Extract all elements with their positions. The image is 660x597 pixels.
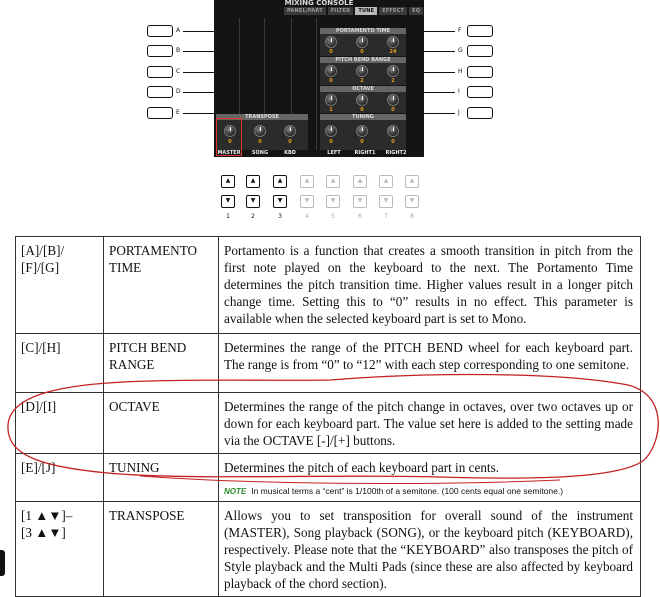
up-button-7[interactable]: ▲	[379, 175, 393, 188]
cell-text: TUNING	[109, 460, 160, 475]
tuning-panel	[320, 114, 406, 150]
parameter-cell	[104, 454, 219, 502]
portamento-panel	[320, 28, 406, 56]
value: 1	[329, 107, 333, 113]
knob-icon[interactable]	[254, 125, 266, 137]
button-d[interactable]	[147, 86, 173, 98]
value: 0	[329, 139, 333, 145]
value: 2	[360, 78, 364, 84]
leader-line	[183, 92, 214, 93]
value: 2	[391, 78, 395, 84]
down-button-7[interactable]: ▼	[379, 195, 393, 208]
pitch-bend-panel	[320, 57, 406, 85]
button-letter: G	[458, 47, 463, 54]
cell-text: Allows you to set transposition for overall sound of the instrument (MASTER), Song playback (SONG), or the keyboard pitch (KEYBOARD), respectively. Please note that the “KEYBOARD” also transposes the pitch of Style playback and the Multi Pads (since these are also affected by keyboard playback of the chord section).	[224, 508, 633, 591]
description-cell	[219, 393, 641, 454]
buttons-cell	[16, 237, 104, 334]
knob-icon[interactable]	[387, 65, 399, 77]
panel-title: PORTAMENTO TIME	[320, 28, 406, 34]
label-kbd: KBD	[284, 150, 296, 156]
button-letter: J	[458, 109, 460, 116]
button-letter: I	[458, 88, 460, 95]
button-b[interactable]	[147, 45, 173, 57]
button-h[interactable]	[467, 66, 493, 78]
label-song: SONG	[251, 150, 269, 156]
knob-icon[interactable]	[356, 36, 368, 48]
button-letter: A	[176, 27, 181, 34]
cell-text: Determines the pitch of each keyboard part in cents.	[224, 460, 499, 475]
buttons-cell	[16, 334, 104, 393]
button-e[interactable]	[147, 107, 173, 119]
button-a[interactable]	[147, 25, 173, 37]
tab-panel-part[interactable]: PANEL/PART	[284, 7, 326, 15]
label-right1: RIGHT1	[354, 150, 376, 156]
cell-text: OCTAVE	[109, 399, 160, 414]
button-number: 6	[358, 213, 362, 220]
down-button-3[interactable]: ▼	[273, 195, 287, 208]
up-button-2[interactable]: ▲	[246, 175, 260, 188]
down-button-2[interactable]: ▼	[246, 195, 260, 208]
cell-text: [E]/[J]	[21, 460, 56, 475]
down-button-1[interactable]: ▼	[221, 195, 235, 208]
page-edge-marker	[0, 550, 5, 576]
leader-line	[183, 72, 214, 73]
up-button-5[interactable]: ▲	[326, 175, 340, 188]
cell-text: Portamento is a function that creates a smooth transition in pitch from the first note played on the keyboard to the next. The Portamento Time determines the pitch transition time. Higher values result in a longer pitch change time. Setting this to “0” results in no effect. This parameter is available when the selected keyboard part is set to Mono.	[224, 243, 633, 326]
up-button-8[interactable]: ▲	[405, 175, 419, 188]
up-button-1[interactable]: ▲	[221, 175, 235, 188]
down-button-6[interactable]: ▼	[353, 195, 367, 208]
parameter-table	[15, 236, 641, 597]
display-title: MIXING CONSOLE	[284, 0, 354, 7]
table-row	[16, 454, 641, 502]
value: 0	[288, 139, 292, 145]
button-c[interactable]	[147, 66, 173, 78]
display-tabs	[284, 7, 423, 15]
tab-eq[interactable]: EQ	[409, 7, 423, 15]
table-row	[16, 393, 641, 454]
button-number: 4	[305, 213, 309, 220]
button-letter: H	[458, 68, 463, 75]
up-button-6[interactable]: ▲	[353, 175, 367, 188]
note	[224, 486, 633, 497]
cell-text: PITCH BEND RANGE	[109, 340, 187, 372]
leader-line	[424, 51, 455, 52]
label-left: LEFT	[327, 150, 341, 156]
button-letter: C	[176, 68, 181, 75]
table-row	[16, 502, 641, 597]
label-right2: RIGHT2	[385, 150, 407, 156]
button-number: 7	[384, 213, 388, 220]
mixing-console-display	[214, 0, 424, 157]
knob-icon[interactable]	[325, 65, 337, 77]
cell-text: [C]/[H]	[21, 340, 61, 355]
cell-text: [A]/[B]/ [F]/[G]	[21, 243, 65, 275]
buttons-cell	[16, 454, 104, 502]
buttons-cell	[16, 393, 104, 454]
value: 0	[360, 139, 364, 145]
value: 0	[360, 107, 364, 113]
value: 24	[389, 49, 397, 55]
knob-icon[interactable]	[325, 125, 337, 137]
leader-line	[183, 51, 214, 52]
leader-line	[424, 92, 455, 93]
button-g[interactable]	[467, 45, 493, 57]
knob-icon[interactable]	[356, 94, 368, 106]
table-row	[16, 237, 641, 334]
knob-icon[interactable]	[325, 94, 337, 106]
knob-icon[interactable]	[387, 125, 399, 137]
tab-effect[interactable]: EFFECT	[379, 7, 407, 15]
cell-text: PORTAMENTO TIME	[109, 243, 198, 275]
leader-line	[183, 113, 214, 114]
description-cell	[219, 334, 641, 393]
button-number: 3	[278, 213, 282, 220]
leader-line	[424, 31, 455, 32]
parameter-cell	[104, 393, 219, 454]
button-letter: E	[176, 109, 180, 116]
leader-line	[424, 72, 455, 73]
octave-panel	[320, 86, 406, 113]
knob-icon[interactable]	[325, 36, 337, 48]
value: 0	[329, 78, 333, 84]
description-cell	[219, 237, 641, 334]
value: 0	[329, 49, 333, 55]
value: 0	[258, 139, 262, 145]
down-button-4[interactable]: ▼	[300, 195, 314, 208]
button-number: 1	[226, 213, 230, 220]
tab-tune[interactable]: TUNE	[355, 7, 377, 15]
note-tag: NOTE	[224, 487, 247, 496]
cell-text: [D]/[I]	[21, 399, 57, 414]
knob-icon[interactable]	[356, 125, 368, 137]
up-button-4[interactable]: ▲	[300, 175, 314, 188]
description-cell	[219, 502, 641, 597]
button-number: 5	[331, 213, 335, 220]
panel-title: OCTAVE	[320, 86, 406, 92]
knob-icon[interactable]	[387, 94, 399, 106]
cell-text: Determines the range of the PITCH BEND wheel for each keyboard part. The range is from “0” to “12” with each step corresponding to one semitone.	[224, 340, 633, 372]
panel-title: TUNING	[320, 114, 406, 120]
description-cell	[219, 454, 641, 502]
note-text: In musical terms a “cent” is 1/100th of a semitone. (100 cents equal one semitone.)	[251, 486, 564, 496]
value: 0	[360, 49, 364, 55]
button-i[interactable]	[467, 86, 493, 98]
value: 0	[391, 139, 395, 145]
cell-text: Determines the range of the pitch change in octaves, over two octaves up or down for each keyboard part. The value set here is added to the setting made via the OCTAVE [-]/[+] buttons.	[224, 399, 633, 448]
cell-text: [1 ▲▼]– [3 ▲▼]	[21, 508, 73, 540]
down-button-8[interactable]: ▼	[405, 195, 419, 208]
knob-icon[interactable]	[387, 36, 399, 48]
button-letter: B	[176, 47, 181, 54]
label-master: MASTER	[217, 150, 241, 156]
button-letter: F	[458, 27, 462, 34]
tab-filter[interactable]: FILTER	[328, 7, 354, 15]
button-f[interactable]	[467, 25, 493, 37]
buttons-cell	[16, 502, 104, 597]
cell-text: TRANSPOSE	[109, 508, 185, 523]
button-number: 8	[410, 213, 414, 220]
leader-line	[424, 113, 455, 114]
panel-title: TRANSPOSE	[216, 114, 308, 120]
parameter-cell	[104, 334, 219, 393]
button-number: 2	[251, 213, 255, 220]
table-row	[16, 334, 641, 393]
parameter-cell	[104, 502, 219, 597]
up-button-3[interactable]: ▲	[273, 175, 287, 188]
button-j[interactable]	[467, 107, 493, 119]
button-letter: D	[176, 88, 181, 95]
value: 0	[228, 139, 232, 145]
value: 0	[391, 107, 395, 113]
knob-icon[interactable]	[284, 125, 296, 137]
panel-title: PITCH BEND RANGE	[320, 57, 406, 63]
leader-line	[183, 31, 214, 32]
knob-icon[interactable]	[356, 65, 368, 77]
parameter-cell	[104, 237, 219, 334]
down-button-5[interactable]: ▼	[326, 195, 340, 208]
